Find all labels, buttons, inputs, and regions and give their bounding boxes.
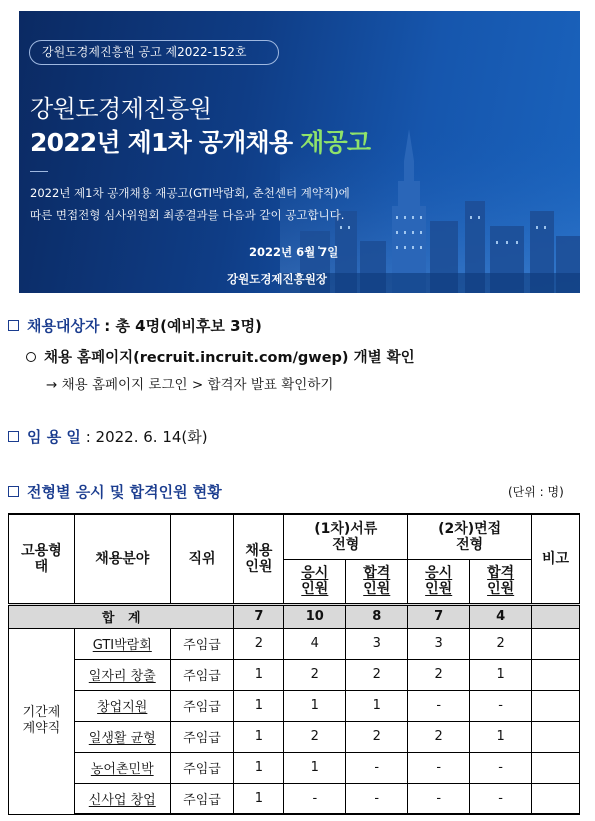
cell-s1-pass: 2 [346, 659, 408, 690]
check-homepage-item [26, 346, 415, 367]
cell-s2-pass: - [470, 752, 532, 783]
announcement-title [30, 123, 370, 159]
cell-field: 창업지원 [74, 690, 170, 721]
description-line: 따른 면접전형 심사위원회 최종결과를 다음과 같이 공고합니다. [30, 208, 345, 222]
header-passed: 합격인원 [470, 559, 532, 604]
announcement-banner [19, 11, 580, 293]
organization-name: 강원도경제진흥원 [30, 95, 212, 123]
cell-hires: 1 [234, 690, 284, 721]
cell-field: 농어촌민박 [74, 752, 170, 783]
cell-s1-apply: 4 [284, 628, 346, 659]
cell-s2-apply: - [408, 690, 470, 721]
cell-s1-apply: - [284, 783, 346, 814]
header-field: 채용분야 [74, 514, 170, 604]
announcement-signer: 강원도경제진흥원장 [227, 272, 327, 286]
section-appointment-date [8, 426, 208, 447]
header-stage1: (1차)서류전형 [284, 514, 408, 559]
cell-field: 일자리 창출 [74, 659, 170, 690]
cell-position: 주임급 [170, 690, 234, 721]
cell-hires: 1 [234, 752, 284, 783]
cell-s2-apply: 2 [408, 659, 470, 690]
header-position: 직위 [170, 514, 234, 604]
cell-field: 신사업 창업 [74, 783, 170, 814]
cell-s2-pass: - [470, 690, 532, 721]
cell-position: 주임급 [170, 721, 234, 752]
cell-hires: 1 [234, 783, 284, 814]
cell-field: 일생활 균형 [74, 721, 170, 752]
cell-s2-pass: 2 [470, 628, 532, 659]
table-body [9, 628, 580, 814]
table-row [9, 783, 580, 814]
cell-position: 주임급 [170, 659, 234, 690]
cell-note [532, 628, 580, 659]
total-label: 합 계 [9, 604, 234, 628]
total-s2-apply: 7 [408, 604, 470, 628]
notice-number: 강원도경제진흥원 공고 제2022-152호 [29, 40, 279, 65]
banner-divider [30, 171, 48, 172]
description-line: 2022년 제1차 공개채용 재공고(GTI박람회, 춘천센터 계약직)에 [30, 186, 350, 200]
header-note: 비고 [532, 514, 580, 604]
total-s1-apply: 10 [284, 604, 346, 628]
square-bullet-icon [8, 431, 19, 442]
header-stage2: (2차)면접전형 [408, 514, 532, 559]
section-label: 채용대상자 [27, 317, 100, 335]
total-s2-pass: 4 [470, 604, 532, 628]
cell-s1-apply: 1 [284, 690, 346, 721]
cell-position: 주임급 [170, 628, 234, 659]
cell-s2-apply: 2 [408, 721, 470, 752]
table-row [9, 752, 580, 783]
total-row [9, 604, 580, 628]
header-hires: 채용인원 [234, 514, 284, 604]
cell-note [532, 721, 580, 752]
cell-s1-apply: 1 [284, 752, 346, 783]
cell-s1-pass: 3 [346, 628, 408, 659]
square-bullet-icon [8, 486, 19, 497]
cell-s2-apply: - [408, 752, 470, 783]
cell-hires: 2 [234, 628, 284, 659]
cell-s2-apply: 3 [408, 628, 470, 659]
employment-type-cell: 기간제계약직 [9, 628, 75, 814]
cell-s2-pass: - [470, 783, 532, 814]
cell-note [532, 659, 580, 690]
cell-s1-apply: 2 [284, 659, 346, 690]
header-employment-type: 고용형태 [9, 514, 75, 604]
cell-note [532, 752, 580, 783]
cell-note [532, 690, 580, 721]
check-homepage-text: 채용 홈페이지(recruit.incruit.com/gwep) 개별 확인 [44, 350, 415, 366]
section-value: : 2022. 6. 14(화) [85, 428, 208, 446]
circle-bullet-icon [26, 352, 36, 362]
table-row [9, 721, 580, 752]
total-s1-pass: 8 [346, 604, 408, 628]
section-status [8, 481, 222, 502]
title-main: 2022년 제1차 공개채용 [30, 128, 293, 157]
announcement-date: 2022년 6월 7일 [249, 245, 339, 259]
cell-position: 주임급 [170, 752, 234, 783]
title-accent: 재공고 [300, 128, 371, 157]
cell-s1-pass: - [346, 783, 408, 814]
cell-hires: 1 [234, 721, 284, 752]
cell-position: 주임급 [170, 783, 234, 814]
header-applicants: 응시인원 [284, 559, 346, 604]
section-label: 전형별 응시 및 합격인원 현황 [27, 483, 222, 501]
table-row [9, 659, 580, 690]
unit-label: (단위 : 명) [508, 485, 564, 499]
cell-s1-apply: 2 [284, 721, 346, 752]
table-row [9, 628, 580, 659]
section-recruits [8, 315, 262, 336]
cell-field: GTI박람회 [74, 628, 170, 659]
section-value: : 총 4명(예비후보 3명) [104, 317, 262, 335]
cell-hires: 1 [234, 659, 284, 690]
square-bullet-icon [8, 320, 19, 331]
login-instruction: → 채용 홈페이지 로그인 > 합격자 발표 확인하기 [46, 377, 334, 393]
total-hires: 7 [234, 604, 284, 628]
announcement-description [30, 182, 410, 226]
header-passed: 합격인원 [346, 559, 408, 604]
cell-s2-pass: 1 [470, 659, 532, 690]
cell-s2-pass: 1 [470, 721, 532, 752]
applicant-status-table [8, 513, 580, 815]
section-label: 임 용 일 [27, 428, 81, 446]
cell-s1-pass: 1 [346, 690, 408, 721]
cell-s1-pass: 2 [346, 721, 408, 752]
table-row [9, 690, 580, 721]
cell-s1-pass: - [346, 752, 408, 783]
cell-note [532, 783, 580, 814]
header-applicants: 응시인원 [408, 559, 470, 604]
total-note [532, 604, 580, 628]
cell-s2-apply: - [408, 783, 470, 814]
